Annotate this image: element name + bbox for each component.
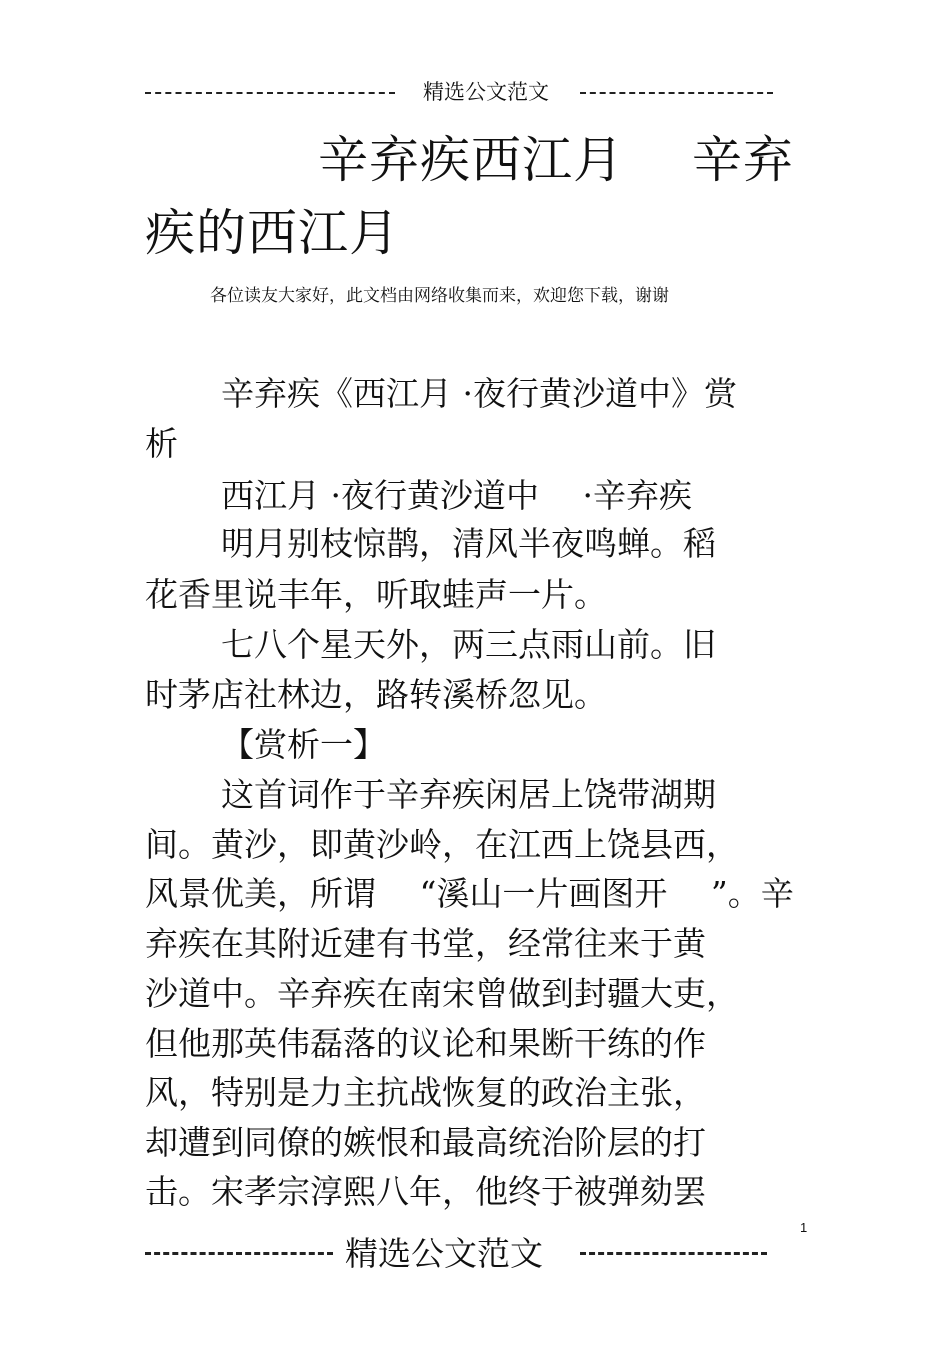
body-line: 击。宋孝宗淳熙八年，他终于被弹劾罢	[145, 1172, 706, 1211]
document-title-line-1: 辛弃疾西江月 辛弃	[318, 131, 794, 189]
body-line: 析	[145, 424, 178, 463]
footer-dash-left	[145, 1252, 333, 1255]
footer-label: 精选公文范文	[345, 1234, 543, 1273]
document-subtitle: 各位读友大家好，此文档由网络收集而来，欢迎您下载，谢谢	[210, 286, 669, 306]
body-line: 风景优美，所谓 “溪山一片画图开 ”。辛	[145, 874, 794, 913]
body-line: 却遭到同僚的嫉恨和最高统治阶层的打	[145, 1123, 706, 1162]
body-line: 间。黄沙，即黄沙岭，在江西上饶县西，	[145, 825, 739, 864]
body-line: 花香里说丰年，听取蛙声一片。	[145, 575, 607, 614]
body-line: 西江月 ·夜行黄沙道中 ·辛弃疾	[221, 476, 692, 515]
body-line: 沙道中。辛弃疾在南宋曾做到封疆大吏，	[145, 974, 739, 1013]
header-dash-right	[580, 92, 773, 94]
body-line: 明月别枝惊鹊，清风半夜鸣蝉。稻	[221, 524, 716, 563]
section-heading: 【赏析一】	[221, 725, 386, 764]
body-line: 但他那英伟磊落的议论和果断干练的作	[145, 1024, 706, 1063]
header-dash-left	[145, 92, 395, 94]
body-line: 弃疾在其附近建有书堂，经常往来于黄	[145, 924, 706, 963]
page-number: 1	[800, 1220, 808, 1235]
body-line: 风，特别是力主抗战恢复的政治主张，	[145, 1073, 706, 1112]
document-title-line-2: 疾的西江月	[145, 204, 400, 262]
header-label: 精选公文范文	[423, 80, 549, 104]
footer-dash-right	[580, 1252, 767, 1255]
body-line: 这首词作于辛弃疾闲居上饶带湖期	[221, 775, 716, 814]
body-line: 七八个星天外，两三点雨山前。旧	[221, 625, 716, 664]
body-line: 时茅店社林边，路转溪桥忽见。	[145, 675, 607, 714]
body-line: 辛弃疾《西江月 ·夜行黄沙道中》赏	[221, 374, 737, 413]
